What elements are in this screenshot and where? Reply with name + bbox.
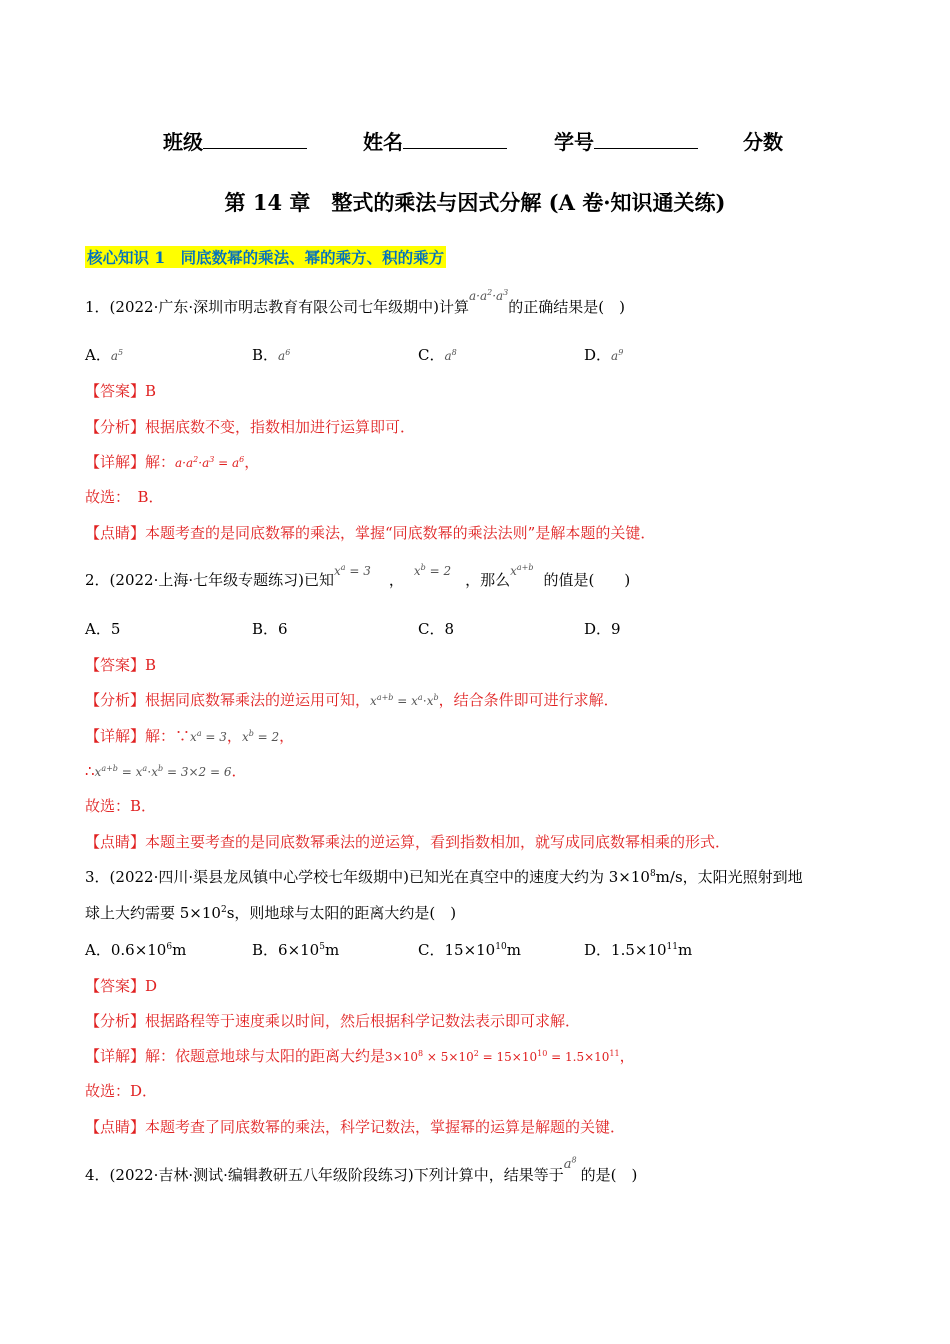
q2-analysis-formula: $x^{a+b} = x^a\cdot x^b$ [370, 693, 439, 708]
q3-option-b[interactable]: B．$6\times 10^5m$ [252, 941, 340, 959]
q1-choose: 故选： B． [85, 488, 164, 506]
q2-detail: 【详解】解：$\because x^a = 3$，$x^b = 2$， [85, 727, 295, 745]
section-heading: 核心知识 1 同底数幂的乘法、幂的乘方、积的乘方 [87, 248, 445, 267]
q4-target: $a^8$ [563, 1155, 577, 1172]
student-id-field[interactable] [554, 126, 698, 155]
q1-option-b[interactable]: B．$a^6$ [252, 346, 291, 364]
q3-answer: 【答案】D [85, 977, 158, 995]
q3-detail: 【详解】解：依题意地球与太阳的距离大约是$3\times 10^8 \times 5\times 10^2 = 15\times 10^{10} = 1.5\times 10^{11}$， [85, 1047, 635, 1065]
name-field[interactable] [363, 126, 507, 155]
q2-option-b[interactable]: B．6 [252, 620, 288, 638]
q2-answer: 【答案】B [85, 656, 157, 674]
q1-option-d[interactable]: D．$a^9$ [584, 346, 624, 364]
q1-comment: 【点睛】本题考查的是同底数幂的乘法，掌握“同底数幂的乘法法则”是解本题的关键． [85, 524, 656, 542]
class-label: 班级 [163, 130, 203, 154]
q3-detail-formula: $3\times 10^8 \times 5\times 10^2 = 15\times 10^{10} = 1.5\times 10^{11}$ [385, 1049, 620, 1064]
q2-cond-2: xb = 2 [413, 563, 452, 578]
q1-stem-end: 的正确结果是( ) [508, 298, 625, 316]
class-blank[interactable] [203, 130, 307, 149]
question-4: 4．(2022·吉林·测试·编辑教研五八年级阶段练习)下列计算中，结果等于$a^8$的是( ) [85, 1155, 638, 1184]
q3-choose: 故选：D． [85, 1082, 158, 1100]
page-title: 第 14 章 整式的乘法与因式分解 (A 卷·知识通关练) [224, 190, 726, 215]
q2-cond-1: xa = 3 [333, 563, 371, 578]
q2-option-c[interactable]: C．8 [418, 620, 455, 638]
q3-option-d[interactable]: D．$1.5\times 10^{11}m$ [584, 941, 693, 959]
q2-choose: 故选：B． [85, 797, 157, 815]
class-field[interactable] [163, 126, 307, 155]
q3-option-a[interactable]: A．$0.6\times 10^6m$ [85, 941, 187, 959]
question-3-line-1: 3．(2022·四川·渠县龙凤镇中心学校七年级期中)已知光在真空中的速度大约为 $3\times 10^8m/s$，太阳光照射到地 [85, 868, 803, 886]
q1-analysis: 【分析】根据底数不变，指数相加进行运算即可． [85, 418, 416, 436]
q2-option-d[interactable]: D．9 [584, 620, 621, 638]
score-label: 分数 [743, 130, 783, 154]
q2-target: xa+b [510, 563, 534, 578]
q3-option-c[interactable]: C．$15\times 10^{10}m$ [418, 941, 521, 959]
q3-analysis: 【分析】根据路程等于速度乘以时间，然后根据科学记数法表示即可求解． [85, 1012, 581, 1030]
q1-option-c[interactable]: C．$a^8$ [418, 346, 457, 364]
name-label: 姓名 [363, 130, 403, 154]
question-2: 2．(2022·上海·七年级专题练习)已知$^{x^a = 3}$ ， $^{x^b = 2}$ ，那么$^{x^{a+b}}$的值是( ) [85, 563, 631, 589]
q1-detail: 【详解】解：$a\cdot a^2\cdot a^3 = a^6$， [85, 453, 260, 471]
q1-option-a[interactable]: A．$a^5$ [85, 346, 124, 364]
q1-formula: a·a2·a3 [468, 288, 509, 303]
q1-answer: 【答案】B [85, 382, 157, 400]
q2-comment: 【点睛】本题主要考查的是同底数幂乘法的逆运算，看到指数相加，就写成同底数幂相乘的形式． [85, 833, 731, 851]
q2-analysis: 【分析】根据同底数幂乘法的逆运用可知，$x^{a+b} = x^a\cdot x^b$，结合条件即可进行求解． [85, 691, 619, 709]
question-3-line-2: 球上大约需要 $5\times 10^2s$，则地球与太阳的距离大约是( ) [85, 904, 457, 922]
student-id-blank[interactable] [594, 130, 698, 149]
q3-comment: 【点睛】本题考查了同底数幂的乘法，科学记数法，掌握幂的运算是解题的关键． [85, 1118, 626, 1136]
q1-detail-formula: $a\cdot a^2\cdot a^3 = a^6$ [175, 455, 245, 470]
q2-therefore: $\therefore x^{a+b} = x^a\cdot x^b = 3\times 2 = 6$． [85, 762, 247, 780]
q2-option-a[interactable]: A．5 [85, 620, 121, 638]
name-blank[interactable] [403, 130, 507, 149]
student-id-label: 学号 [554, 130, 594, 154]
q1-stem: 1．(2022·广东·深圳市明志教育有限公司七年级期中)计算 [85, 298, 469, 316]
